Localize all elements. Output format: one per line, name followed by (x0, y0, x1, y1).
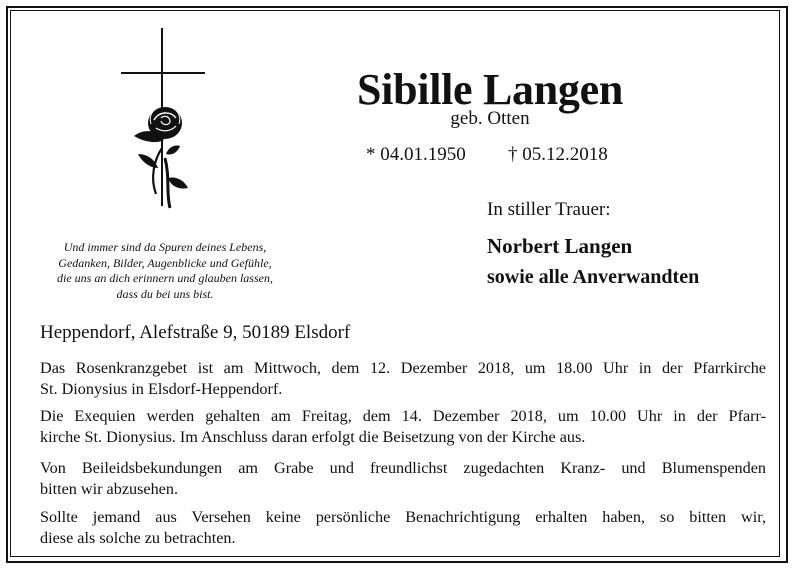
rosary-paragraph (40, 358, 766, 400)
paragraph-line: kirche St. Dionysius. Im Anschluss daran erfolgt die Beisetzung von der Kirche aus. (40, 428, 586, 446)
paragraph-line: Die Exequien werden gehalten am Freitag, dem 14. Dezember 2018, um 10.00 Uhr in der Pfarr- (40, 407, 766, 425)
paragraph-line: St. Dionysius in Elsdorf-Heppendorf. (40, 380, 283, 398)
paragraph-line: Von Beileidsbekundungen am Grabe und freundlichst zugedachten Kranz- und Blumenspenden (40, 459, 766, 477)
poem-line: Und immer sind da Spuren deines Lebens, (63, 240, 267, 254)
mourning-label: In stiller Trauer: (487, 199, 611, 220)
notification-paragraph (40, 507, 766, 549)
maiden-name: geb. Otten (450, 108, 530, 129)
funeral-paragraph (40, 406, 766, 448)
poem-line: Gedanken, Bilder, Augenblicke und Gefühle, (58, 255, 272, 270)
poem-line: die uns an dich erinnern und glauben lassen, (57, 271, 273, 286)
deceased-name: Sibille Langen (357, 65, 623, 114)
mourner-name: Norbert Langen (487, 234, 633, 258)
mourner-relatives: sowie alle Anverwandten (487, 266, 700, 288)
memorial-poem (30, 240, 300, 302)
paragraph-line: Das Rosenkranzgebet ist am Mittwoch, dem 12. Dezember 2018, um 18.00 Uhr in der Pfarrkirche (40, 359, 766, 377)
condolence-paragraph (40, 458, 766, 500)
paragraph-line: diese als solche zu betrachten. (40, 529, 236, 547)
paragraph-line: Sollte jemand aus Versehen keine persönliche Benachrichtigung erhalten haben, so bitten wir, (40, 508, 766, 526)
address: Heppendorf, Alefstraße 9, 50189 Elsdorf (40, 322, 351, 343)
paragraph-line: bitten wir abzusehen. (40, 480, 178, 498)
death-date: † 05.12.2018 (508, 144, 608, 165)
cross-with-rose-icon (118, 28, 208, 210)
birth-date: * 04.01.1950 (366, 144, 466, 165)
poem-line: dass du bei uns bist. (116, 286, 214, 301)
